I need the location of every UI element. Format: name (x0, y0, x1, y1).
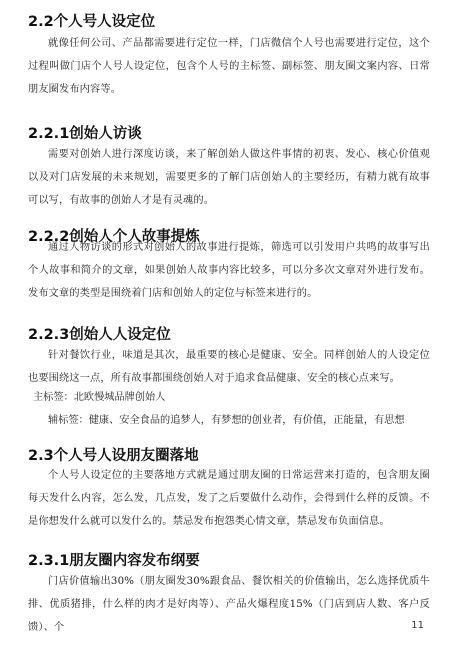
sub-tag-line: 辅标签：健康、安全食品的追梦人，有梦想的创业者，有价值，正能量，有思想 (48, 415, 405, 426)
section-heading-2-2-1: 2.2.1创始人访谈 (28, 126, 142, 142)
section-paragraph-2-2-2: 通过人物访谈的形式对创始人的故事进行提炼，筛选可以引发用户共鸣的故事写出个人故事和简介的文章，如果创始人故事内容比较多，可以分多次文章对外进行发布。发布文章的类型是围绕着门店和创始人的定位与标签来进行的。 (28, 242, 430, 299)
section-heading-2-2: 2.2个人号人设定位 (28, 14, 156, 30)
section-paragraph-2-2: 就像任何公司、产品都需要进行定位一样，门店微信个人号也需要进行定位，这个过程叫做门店个人号人设定位，包含个人号的主标签、副标签、朋友圈文案内容、日常朋友圈发布内容等。 (28, 38, 430, 95)
page-number: 11 (411, 620, 424, 631)
section-paragraph-2-2-3: 针对餐饮行业，味道是其次，最重要的核心是健康、安全。同样创始人的人设定位也要围绕这一点，所有故事都围绕创始人对于追求食品健康、安全的核心点来写。 (28, 350, 430, 384)
section-heading-2-2-2: 2.2.2创始人个人故事提炼 (28, 229, 200, 245)
section-paragraph-2-3-1: 门店价值输出30%（朋友圈发30%跟食品、餐饮相关的价值输出，怎么选择优质牛排、优质猪排，什么样的肉才是好肉等）、产品火爆程度15%（门店到店人数、客户反馈）、个 (28, 576, 430, 633)
section-paragraph-2-3: 个人号人设定位的主要落地方式就是通过朋友圈的日常运营来打造的，包含朋友圈每天发什么内容，怎么发，几点发，发了之后要做什么动作，会得到什么样的反馈。不是你想发什么就可以发什么的。禁忌发布抱怨类心情文章，禁忌发布负面信息。 (28, 470, 430, 527)
section-heading-2-2-3: 2.2.3创始人人设定位 (28, 327, 171, 343)
section-heading-2-3-1: 2.3.1朋友圈内容发布纲要 (28, 553, 200, 569)
section-paragraph-2-2-1: 需要对创始人进行深度访谈，来了解创始人做这件事情的初衷、发心、核心价值观以及对门店发展的未来规划，需要更多的了解门店创始人的主要经历，有精力就有故事可以写，有故事的创始人才是有灵魂的。 (28, 149, 430, 206)
section-heading-2-3: 2.3个人号人设朋友圈落地 (28, 448, 199, 464)
main-tag-line: 主标签：北欧慢城品牌创始人 (33, 392, 166, 403)
